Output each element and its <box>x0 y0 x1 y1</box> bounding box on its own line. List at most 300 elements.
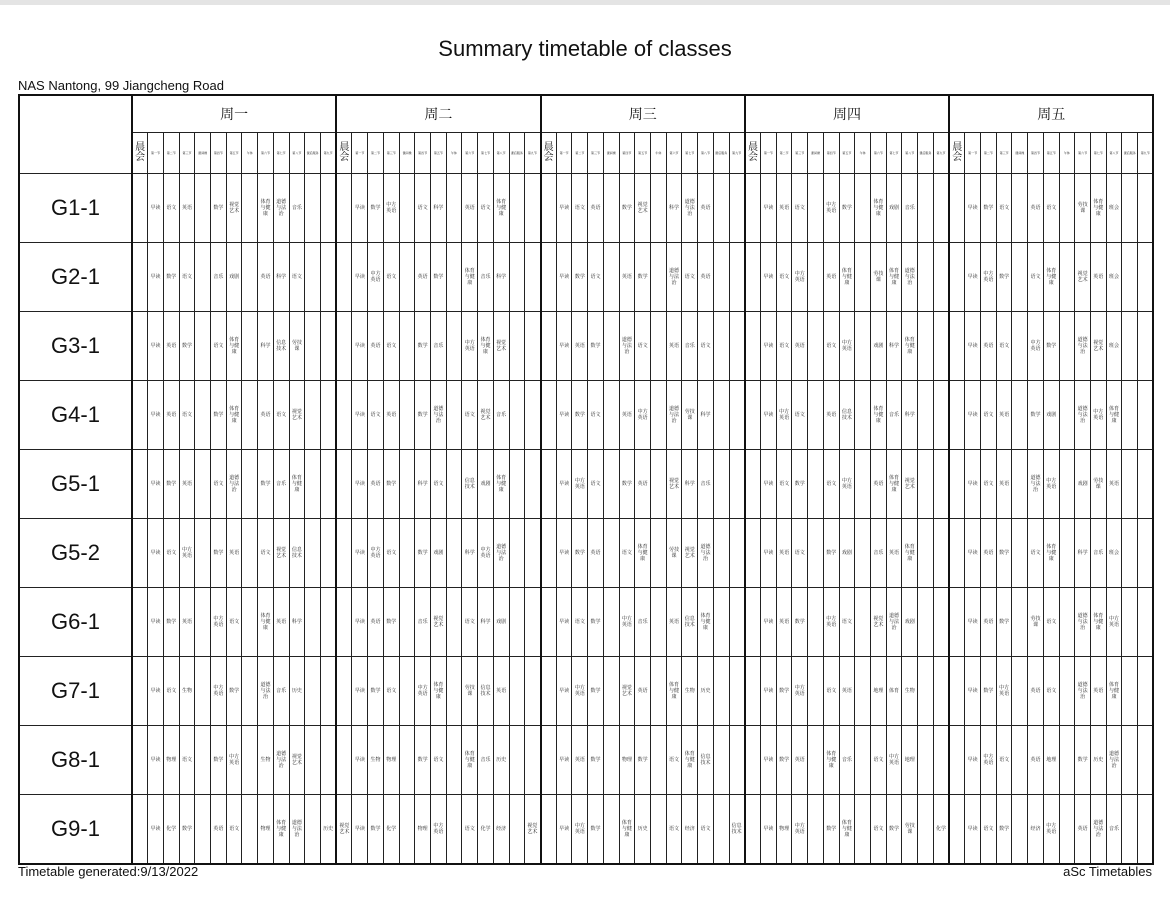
lesson-cell: 信息技术 <box>682 588 698 657</box>
lesson-cell <box>650 588 666 657</box>
lesson-cell: 语文 <box>415 174 431 243</box>
period-header: 第四节 <box>211 133 227 174</box>
lesson-cell: 经济 <box>1028 795 1044 865</box>
lesson-cell: 数学 <box>211 726 227 795</box>
lesson-cell <box>745 657 761 726</box>
lesson-cell: 经济 <box>493 795 509 865</box>
period-header: 课间操 <box>399 133 415 174</box>
class-name: G7-1 <box>19 657 132 726</box>
lesson-cell <box>1138 450 1154 519</box>
lesson-cell: 英语 <box>698 174 714 243</box>
lesson-cell: 数学 <box>619 450 635 519</box>
lesson-cell <box>933 588 949 657</box>
lesson-cell: 英语 <box>368 312 384 381</box>
lesson-cell: 体育与健康 <box>258 174 274 243</box>
lesson-cell <box>933 174 949 243</box>
lesson-cell: 道德与法治 <box>698 519 714 588</box>
lesson-cell: 科学 <box>415 450 431 519</box>
lesson-cell: 戏剧 <box>870 312 886 381</box>
class-row <box>19 243 1153 312</box>
period-header: 第一节 <box>352 133 368 174</box>
lesson-cell <box>1122 381 1138 450</box>
lesson-cell: 早读 <box>965 726 981 795</box>
period-header: 第七节 <box>273 133 289 174</box>
lesson-cell: 中方英语 <box>211 588 227 657</box>
lesson-cell <box>336 381 352 450</box>
lesson-cell: 道德与法治 <box>226 450 242 519</box>
lesson-cell <box>713 588 729 657</box>
lesson-cell: 音乐 <box>698 450 714 519</box>
lesson-cell <box>242 795 258 865</box>
lesson-cell: 语文 <box>462 588 478 657</box>
page-title: Summary timetable of classes <box>438 36 732 61</box>
period-header: 第五节 <box>431 133 447 174</box>
lesson-cell: 数学 <box>211 519 227 588</box>
period-header: 课后服务 <box>305 133 321 174</box>
lesson-cell <box>320 381 336 450</box>
lesson-cell: 早读 <box>965 312 981 381</box>
lesson-cell: 语文 <box>682 243 698 312</box>
class-name: G8-1 <box>19 726 132 795</box>
lesson-cell <box>713 450 729 519</box>
lesson-cell: 英语 <box>823 381 839 450</box>
lesson-cell: 体育与健康 <box>886 243 902 312</box>
lesson-cell: 物理 <box>258 795 274 865</box>
lesson-cell <box>808 450 824 519</box>
lesson-cell <box>320 588 336 657</box>
lesson-cell: 英语 <box>666 312 682 381</box>
lesson-cell: 数学 <box>776 657 792 726</box>
lesson-cell: 数学 <box>163 243 179 312</box>
lesson-cell <box>541 657 557 726</box>
lesson-cell: 英语 <box>981 588 997 657</box>
lesson-cell: 英语 <box>588 174 604 243</box>
period-header: 课后服务 <box>509 133 525 174</box>
lesson-cell: 语文 <box>823 450 839 519</box>
lesson-cell <box>918 588 934 657</box>
period-header: 第三节 <box>383 133 399 174</box>
lesson-cell: 语文 <box>211 450 227 519</box>
lesson-cell: 数学 <box>996 243 1012 312</box>
period-header: 第一节 <box>556 133 572 174</box>
lesson-cell: 语文 <box>383 519 399 588</box>
period-header: 第八节 <box>289 133 305 174</box>
lesson-cell: 语文 <box>839 588 855 657</box>
lesson-cell: 道德与法治 <box>273 726 289 795</box>
lesson-cell: 数学 <box>211 381 227 450</box>
lesson-cell <box>399 243 415 312</box>
lesson-cell: 数学 <box>588 657 604 726</box>
lesson-cell <box>509 795 525 865</box>
lesson-cell: 化学 <box>933 795 949 865</box>
lesson-cell: 语文 <box>163 519 179 588</box>
lesson-cell <box>729 726 745 795</box>
lesson-cell: 体育与健康 <box>478 312 494 381</box>
lesson-cell: 历史 <box>493 726 509 795</box>
lesson-cell <box>650 519 666 588</box>
period-header: 第三节 <box>179 133 195 174</box>
lesson-cell <box>399 519 415 588</box>
lesson-cell: 班会 <box>1106 243 1122 312</box>
lesson-cell: 数学 <box>211 174 227 243</box>
lesson-cell: 信息技术 <box>478 657 494 726</box>
lesson-cell <box>525 588 541 657</box>
lesson-cell <box>399 450 415 519</box>
lesson-cell: 英语 <box>179 588 195 657</box>
lesson-cell <box>399 588 415 657</box>
lesson-cell <box>949 312 965 381</box>
period-header: 第一节 <box>148 133 164 174</box>
lesson-cell: 英语 <box>619 243 635 312</box>
period-header: 课后服务 <box>713 133 729 174</box>
lesson-cell <box>1012 588 1028 657</box>
lesson-cell: 语文 <box>383 657 399 726</box>
lesson-cell <box>399 795 415 865</box>
period-header: 第九节 <box>933 133 949 174</box>
top-border <box>0 0 1170 5</box>
lesson-cell <box>933 312 949 381</box>
lesson-cell <box>541 243 557 312</box>
lesson-cell <box>808 519 824 588</box>
period-header: 第七节 <box>682 133 698 174</box>
day-header: 周一 <box>132 95 336 133</box>
lesson-cell: 体育与健康 <box>226 381 242 450</box>
lesson-cell: 音乐 <box>478 726 494 795</box>
lesson-cell: 体育与健康 <box>462 243 478 312</box>
lesson-cell <box>918 381 934 450</box>
lesson-cell: 道德与法治 <box>1028 450 1044 519</box>
lesson-cell <box>808 381 824 450</box>
lesson-cell <box>1059 519 1075 588</box>
lesson-cell: 数学 <box>383 450 399 519</box>
lesson-cell <box>650 174 666 243</box>
lesson-cell: 体育与健康 <box>1090 588 1106 657</box>
lesson-cell <box>541 588 557 657</box>
lesson-cell <box>918 795 934 865</box>
lesson-cell: 体育与健康 <box>258 588 274 657</box>
lesson-cell: 数学 <box>572 381 588 450</box>
lesson-cell: 地理 <box>902 726 918 795</box>
lesson-cell <box>305 519 321 588</box>
class-row <box>19 312 1153 381</box>
class-row <box>19 657 1153 726</box>
lesson-cell: 音乐 <box>415 588 431 657</box>
lesson-cell: 英语 <box>258 243 274 312</box>
lesson-cell: 语文 <box>870 795 886 865</box>
lesson-cell <box>1059 726 1075 795</box>
period-header: 第五节 <box>1043 133 1059 174</box>
lesson-cell: 早读 <box>148 519 164 588</box>
lesson-cell: 语文 <box>163 657 179 726</box>
lesson-cell <box>1059 795 1075 865</box>
lesson-cell <box>650 312 666 381</box>
lesson-cell <box>242 174 258 243</box>
lesson-cell <box>305 450 321 519</box>
lesson-cell <box>541 519 557 588</box>
lesson-cell: 音乐 <box>902 174 918 243</box>
lesson-cell <box>650 795 666 865</box>
lesson-cell: 早读 <box>965 381 981 450</box>
lesson-cell <box>132 657 148 726</box>
period-header: 第七节 <box>886 133 902 174</box>
lesson-cell: 中方英语 <box>839 450 855 519</box>
lesson-cell: 英语 <box>368 588 384 657</box>
lesson-cell <box>933 243 949 312</box>
lesson-cell <box>446 795 462 865</box>
period-header: 第四节 <box>415 133 431 174</box>
lesson-cell <box>242 381 258 450</box>
lesson-cell: 体育与健康 <box>289 450 305 519</box>
lesson-cell: 数学 <box>823 519 839 588</box>
lesson-cell <box>132 174 148 243</box>
lesson-cell <box>933 381 949 450</box>
lesson-cell: 道德与法治 <box>1075 657 1091 726</box>
class-row <box>19 450 1153 519</box>
lesson-cell <box>713 657 729 726</box>
lesson-cell: 早读 <box>352 312 368 381</box>
lesson-cell: 语文 <box>823 312 839 381</box>
lesson-cell: 语文 <box>163 174 179 243</box>
lesson-cell: 语文 <box>1028 243 1044 312</box>
lesson-cell <box>305 381 321 450</box>
lesson-cell: 信息技术 <box>698 726 714 795</box>
lesson-cell <box>1138 657 1154 726</box>
lesson-cell <box>729 381 745 450</box>
generated-date: Timetable generated:9/13/2022 <box>18 864 199 879</box>
lesson-cell: 英语 <box>572 726 588 795</box>
period-header: 第九节 <box>320 133 336 174</box>
lesson-cell <box>242 243 258 312</box>
lesson-cell: 早读 <box>761 174 777 243</box>
lesson-cell: 早读 <box>556 381 572 450</box>
lesson-cell: 英语 <box>273 588 289 657</box>
lesson-cell <box>745 174 761 243</box>
period-header: 第六节 <box>1075 133 1091 174</box>
lesson-cell <box>745 795 761 865</box>
lesson-cell <box>399 381 415 450</box>
lesson-cell: 体育与健康 <box>1106 381 1122 450</box>
lesson-cell: 中方英语 <box>462 312 478 381</box>
lesson-cell: 数学 <box>1028 381 1044 450</box>
lesson-cell: 语文 <box>776 450 792 519</box>
lesson-cell: 音乐 <box>289 174 305 243</box>
period-header: 第五节 <box>635 133 651 174</box>
lesson-cell: 英语 <box>258 381 274 450</box>
lesson-cell <box>132 519 148 588</box>
lesson-cell: 中方英语 <box>823 588 839 657</box>
lesson-cell <box>855 174 871 243</box>
lesson-cell <box>650 243 666 312</box>
lesson-cell <box>713 726 729 795</box>
lesson-cell: 历史 <box>1090 726 1106 795</box>
class-row <box>19 726 1153 795</box>
lesson-cell: 劳技课 <box>870 243 886 312</box>
lesson-cell: 早读 <box>556 657 572 726</box>
lesson-cell: 英语 <box>839 657 855 726</box>
lesson-cell <box>525 381 541 450</box>
lesson-cell: 早读 <box>761 657 777 726</box>
lesson-cell: 数学 <box>1043 312 1059 381</box>
lesson-cell: 体育与健康 <box>1106 657 1122 726</box>
lesson-cell <box>1138 519 1154 588</box>
lesson-cell: 英语 <box>792 726 808 795</box>
lesson-cell <box>242 450 258 519</box>
lesson-cell <box>1138 312 1154 381</box>
lesson-cell: 早读 <box>352 243 368 312</box>
lesson-cell: 英语 <box>179 174 195 243</box>
lesson-cell: 英语 <box>996 381 1012 450</box>
lesson-cell: 语文 <box>698 795 714 865</box>
lesson-cell: 中方英语 <box>981 726 997 795</box>
lesson-cell: 数学 <box>996 795 1012 865</box>
lesson-cell <box>729 243 745 312</box>
lesson-cell: 英语 <box>368 450 384 519</box>
period-header: 第九节 <box>1138 133 1154 174</box>
lesson-cell: 数学 <box>981 657 997 726</box>
lesson-cell <box>745 726 761 795</box>
lesson-cell <box>336 312 352 381</box>
period-header: 第一节 <box>965 133 981 174</box>
lesson-cell <box>446 243 462 312</box>
lesson-cell <box>195 519 211 588</box>
lesson-cell: 早读 <box>352 726 368 795</box>
lesson-cell <box>1138 381 1154 450</box>
lesson-cell <box>446 381 462 450</box>
lesson-cell: 数学 <box>776 726 792 795</box>
lesson-cell: 音乐 <box>273 657 289 726</box>
lesson-cell: 劳技课 <box>666 519 682 588</box>
lesson-cell <box>1138 795 1154 865</box>
lesson-cell: 科学 <box>258 312 274 381</box>
lesson-cell: 科学 <box>478 588 494 657</box>
lesson-cell: 数学 <box>179 312 195 381</box>
lesson-cell <box>305 243 321 312</box>
lesson-cell: 英语 <box>179 450 195 519</box>
lesson-cell: 体育与健康 <box>823 726 839 795</box>
lesson-cell: 视觉艺术 <box>619 657 635 726</box>
lesson-cell <box>603 381 619 450</box>
lesson-cell: 物理 <box>776 795 792 865</box>
lesson-cell: 数学 <box>792 450 808 519</box>
lesson-cell <box>509 519 525 588</box>
lesson-cell <box>446 519 462 588</box>
lesson-cell: 戏剧 <box>902 588 918 657</box>
lesson-cell: 早读 <box>148 174 164 243</box>
lesson-cell <box>729 174 745 243</box>
period-header: 第六节 <box>462 133 478 174</box>
lesson-cell: 语文 <box>776 243 792 312</box>
lesson-cell <box>729 519 745 588</box>
lesson-cell <box>603 726 619 795</box>
lesson-cell <box>1059 312 1075 381</box>
lesson-cell: 体育与健康 <box>1090 174 1106 243</box>
lesson-cell <box>745 588 761 657</box>
lesson-cell: 体育与健康 <box>839 243 855 312</box>
period-header: 午休 <box>242 133 258 174</box>
lesson-cell: 英语 <box>1028 657 1044 726</box>
lesson-cell: 视觉艺术 <box>902 450 918 519</box>
lesson-cell: 视觉艺术 <box>525 795 541 865</box>
lesson-cell <box>541 174 557 243</box>
period-header: 晨会 <box>745 133 761 174</box>
lesson-cell <box>1059 381 1075 450</box>
lesson-cell: 语文 <box>289 243 305 312</box>
lesson-cell <box>729 657 745 726</box>
lesson-cell: 早读 <box>148 381 164 450</box>
lesson-cell: 数学 <box>996 519 1012 588</box>
lesson-cell: 戏剧 <box>478 450 494 519</box>
lesson-cell <box>1138 174 1154 243</box>
lesson-cell: 道德与法治 <box>886 588 902 657</box>
lesson-cell: 道德与法治 <box>1090 795 1106 865</box>
lesson-cell: 道德与法治 <box>1075 588 1091 657</box>
lesson-cell <box>1012 726 1028 795</box>
lesson-cell: 早读 <box>761 726 777 795</box>
lesson-cell: 体育与健康 <box>462 726 478 795</box>
lesson-cell <box>446 726 462 795</box>
lesson-cell: 道德与法治 <box>1075 312 1091 381</box>
lesson-cell: 劳技课 <box>289 312 305 381</box>
period-header: 晨会 <box>949 133 965 174</box>
lesson-cell: 体育与健康 <box>1043 243 1059 312</box>
lesson-cell: 音乐 <box>273 450 289 519</box>
lesson-cell: 英语 <box>996 450 1012 519</box>
lesson-cell: 早读 <box>352 588 368 657</box>
class-row <box>19 519 1153 588</box>
lesson-cell: 戏剧 <box>839 519 855 588</box>
timetable-grid <box>18 94 1154 865</box>
lesson-cell: 数学 <box>981 174 997 243</box>
lesson-cell: 体育与健康 <box>635 519 651 588</box>
lesson-cell: 英语 <box>823 243 839 312</box>
lesson-cell: 中方英语 <box>823 174 839 243</box>
lesson-cell: 数学 <box>588 795 604 865</box>
period-header: 第五节 <box>226 133 242 174</box>
lesson-cell: 数学 <box>1075 726 1091 795</box>
lesson-cell: 地理 <box>1043 726 1059 795</box>
lesson-cell <box>132 450 148 519</box>
lesson-cell: 视觉艺术 <box>431 588 447 657</box>
lesson-cell: 数学 <box>415 726 431 795</box>
period-header: 第三节 <box>588 133 604 174</box>
lesson-cell <box>603 450 619 519</box>
lesson-cell <box>1138 243 1154 312</box>
lesson-cell <box>1122 450 1138 519</box>
lesson-cell <box>399 312 415 381</box>
lesson-cell: 语文 <box>776 312 792 381</box>
lesson-cell: 体育与健康 <box>870 381 886 450</box>
period-header: 课后服务 <box>1122 133 1138 174</box>
lesson-cell: 英语 <box>635 450 651 519</box>
lesson-cell <box>305 726 321 795</box>
lesson-cell: 早读 <box>965 519 981 588</box>
lesson-cell: 语文 <box>981 381 997 450</box>
lesson-cell: 科学 <box>682 450 698 519</box>
lesson-cell <box>808 243 824 312</box>
lesson-cell: 数学 <box>368 174 384 243</box>
lesson-cell: 英语 <box>776 588 792 657</box>
lesson-cell <box>525 726 541 795</box>
day-header: 周五 <box>949 95 1153 133</box>
lesson-cell <box>729 312 745 381</box>
lesson-cell: 英语 <box>792 312 808 381</box>
lesson-cell <box>1122 588 1138 657</box>
lesson-cell: 中方英语 <box>792 657 808 726</box>
lesson-cell: 早读 <box>761 450 777 519</box>
period-header: 课后服务 <box>918 133 934 174</box>
lesson-cell: 中方英语 <box>981 243 997 312</box>
lesson-cell <box>242 657 258 726</box>
